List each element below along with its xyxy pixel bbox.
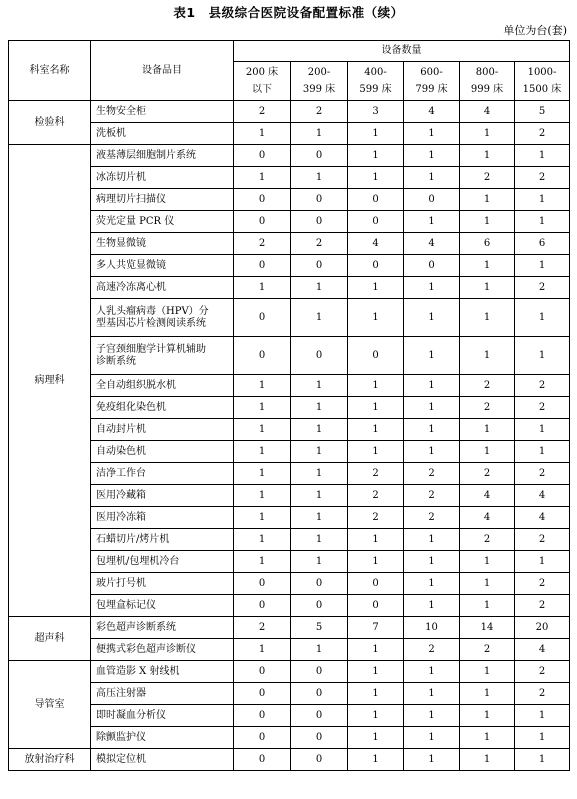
quantity-cell: 5	[515, 101, 570, 123]
quantity-cell: 1	[404, 123, 460, 145]
quantity-cell: 0	[234, 189, 291, 211]
quantity-cell: 10	[404, 617, 460, 639]
table-row	[9, 485, 570, 507]
quantity-cell: 0	[291, 573, 348, 595]
quantity-cell: 1	[515, 419, 570, 441]
quantity-cell: 1	[460, 661, 515, 683]
equipment-cell: 包埋盒标记仪	[91, 595, 234, 617]
header-beds	[348, 62, 404, 101]
quantity-cell: 4	[515, 507, 570, 529]
quantity-cell: 0	[348, 211, 404, 233]
quantity-cell: 2	[234, 101, 291, 123]
header-beds-line: 399 床	[302, 84, 336, 95]
quantity-cell: 1	[348, 441, 404, 463]
quantity-cell: 1	[460, 419, 515, 441]
quantity-cell: 2	[460, 639, 515, 661]
quantity-cell: 0	[291, 705, 348, 727]
quantity-cell: 0	[234, 705, 291, 727]
quantity-cell: 1	[404, 749, 460, 771]
quantity-cell: 1	[291, 485, 348, 507]
quantity-cell: 1	[234, 529, 291, 551]
table-row	[9, 337, 570, 375]
quantity-cell: 1	[291, 551, 348, 573]
equipment-cell: 医用冷藏箱	[91, 485, 234, 507]
quantity-cell: 1	[348, 419, 404, 441]
equipment-cell: 洗板机	[91, 123, 234, 145]
quantity-cell: 1	[348, 661, 404, 683]
quantity-cell: 2	[515, 573, 570, 595]
quantity-cell: 1	[291, 507, 348, 529]
equipment-cell: 玻片打号机	[91, 573, 234, 595]
quantity-cell: 1	[348, 727, 404, 749]
table-row	[9, 189, 570, 211]
table-row	[9, 551, 570, 573]
quantity-cell: 2	[515, 397, 570, 419]
quantity-cell: 1	[234, 551, 291, 573]
equipment-cell: 液基薄层细胞制片系统	[91, 145, 234, 167]
table-row	[9, 529, 570, 551]
quantity-cell: 4	[404, 233, 460, 255]
quantity-cell: 4	[404, 101, 460, 123]
equipment-cell: 荧光定量 PCR 仪	[91, 211, 234, 233]
quantity-cell: 1	[460, 337, 515, 375]
quantity-cell: 1	[460, 211, 515, 233]
quantity-cell: 1	[515, 749, 570, 771]
quantity-cell: 0	[234, 727, 291, 749]
quantity-cell: 1	[460, 551, 515, 573]
table-row	[9, 639, 570, 661]
table-row	[9, 463, 570, 485]
table-row	[9, 145, 570, 167]
quantity-cell: 0	[234, 255, 291, 277]
quantity-cell: 0	[291, 145, 348, 167]
table-row	[9, 419, 570, 441]
header-beds	[291, 62, 348, 101]
quantity-cell: 2	[460, 397, 515, 419]
quantity-cell: 1	[404, 661, 460, 683]
table-row	[9, 661, 570, 683]
quantity-cell: 1	[515, 727, 570, 749]
quantity-cell: 1	[460, 255, 515, 277]
quantity-cell: 2	[515, 123, 570, 145]
equipment-cell	[91, 299, 234, 337]
quantity-cell: 1	[460, 145, 515, 167]
quantity-cell: 2	[348, 463, 404, 485]
quantity-cell: 2	[348, 485, 404, 507]
quantity-cell: 1	[515, 255, 570, 277]
quantity-cell: 2	[460, 375, 515, 397]
quantity-cell: 0	[234, 145, 291, 167]
quantity-cell: 0	[291, 749, 348, 771]
quantity-cell: 4	[460, 485, 515, 507]
quantity-cell: 1	[291, 123, 348, 145]
header-beds	[234, 62, 291, 101]
quantity-cell: 2	[515, 463, 570, 485]
quantity-cell: 1	[291, 397, 348, 419]
header-beds-line: 599 床	[359, 84, 392, 95]
quantity-cell: 0	[291, 211, 348, 233]
quantity-cell: 1	[515, 145, 570, 167]
equipment-cell: 自动染色机	[91, 441, 234, 463]
header-beds-line: 1000-	[527, 67, 557, 78]
quantity-cell: 1	[348, 397, 404, 419]
quantity-cell: 0	[234, 337, 291, 375]
quantity-cell: 1	[234, 375, 291, 397]
quantity-cell: 4	[460, 101, 515, 123]
quantity-cell: 1	[404, 145, 460, 167]
header-beds-line: 400-	[364, 67, 387, 78]
quantity-cell: 1	[234, 463, 291, 485]
quantity-cell: 1	[460, 749, 515, 771]
equipment-cell: 免疫组化染色机	[91, 397, 234, 419]
quantity-cell: 2	[234, 233, 291, 255]
header-beds-line: 1500 床	[522, 84, 562, 95]
quantity-cell: 1	[515, 705, 570, 727]
table-row	[9, 233, 570, 255]
quantity-cell: 1	[348, 749, 404, 771]
equipment-cell: 模拟定位机	[91, 749, 234, 771]
quantity-cell: 7	[348, 617, 404, 639]
quantity-cell: 1	[460, 189, 515, 211]
quantity-cell: 1	[348, 123, 404, 145]
quantity-cell: 0	[234, 683, 291, 705]
header-beds-line: 200 床	[245, 67, 279, 78]
table-title: 表1 县级综合医院设备配置标准（续）	[173, 5, 404, 20]
quantity-cell: 1	[348, 145, 404, 167]
quantity-cell: 0	[348, 189, 404, 211]
equipment-cell: 洁净工作台	[91, 463, 234, 485]
quantity-cell: 1	[348, 705, 404, 727]
quantity-cell: 1	[348, 375, 404, 397]
equipment-cell: 彩色超声诊断系统	[91, 617, 234, 639]
quantity-cell: 1	[404, 595, 460, 617]
equipment-line: 型基因芯片检测阅读系统	[96, 317, 206, 329]
table-row	[9, 573, 570, 595]
equipment-line: 子宫颈细胞学计算机辅助	[96, 343, 206, 355]
quantity-cell: 1	[291, 639, 348, 661]
department-cell: 检验科	[9, 101, 91, 145]
header-beds-line: 800-	[475, 67, 499, 78]
quantity-cell: 1	[404, 573, 460, 595]
quantity-cell: 1	[515, 337, 570, 375]
table-row	[9, 727, 570, 749]
table-row	[9, 617, 570, 639]
quantity-cell: 0	[291, 255, 348, 277]
quantity-cell: 1	[460, 573, 515, 595]
quantity-cell: 6	[515, 233, 570, 255]
equipment-cell: 生物安全柜	[91, 101, 234, 123]
quantity-cell: 1	[404, 299, 460, 337]
equipment-cell: 全自动组织脱水机	[91, 375, 234, 397]
quantity-cell: 1	[460, 441, 515, 463]
quantity-cell: 1	[404, 397, 460, 419]
quantity-cell: 2	[515, 375, 570, 397]
quantity-cell: 1	[291, 463, 348, 485]
table-row	[9, 123, 570, 145]
table-row	[9, 167, 570, 189]
equipment-cell: 石蜡切片/烤片机	[91, 529, 234, 551]
quantity-cell: 4	[460, 507, 515, 529]
quantity-cell: 2	[404, 639, 460, 661]
quantity-cell: 2	[515, 683, 570, 705]
quantity-cell: 1	[515, 441, 570, 463]
header-item: 设备品目	[91, 41, 234, 101]
quantity-cell: 5	[291, 617, 348, 639]
quantity-cell: 1	[234, 277, 291, 299]
equipment-cell	[91, 337, 234, 375]
quantity-cell: 2	[515, 167, 570, 189]
department-cell: 超声科	[9, 617, 91, 661]
quantity-cell: 2	[515, 277, 570, 299]
quantity-cell: 1	[348, 277, 404, 299]
table-row	[9, 255, 570, 277]
quantity-cell: 1	[404, 551, 460, 573]
quantity-cell: 1	[291, 277, 348, 299]
quantity-cell: 2	[460, 529, 515, 551]
quantity-cell: 2	[404, 507, 460, 529]
quantity-cell: 1	[234, 123, 291, 145]
quantity-cell: 1	[291, 441, 348, 463]
quantity-cell: 2	[404, 463, 460, 485]
quantity-cell: 1	[234, 167, 291, 189]
quantity-cell: 1	[234, 485, 291, 507]
quantity-cell: 0	[291, 661, 348, 683]
quantity-cell: 4	[348, 233, 404, 255]
quantity-cell: 1	[404, 705, 460, 727]
quantity-cell: 2	[291, 233, 348, 255]
table-row	[9, 595, 570, 617]
quantity-cell: 2	[234, 617, 291, 639]
equipment-cell: 冰冻切片机	[91, 167, 234, 189]
quantity-cell: 0	[291, 189, 348, 211]
equipment-table	[8, 40, 570, 771]
equipment-cell: 便携式彩色超声诊断仪	[91, 639, 234, 661]
quantity-cell: 1	[291, 375, 348, 397]
table-row	[9, 749, 570, 771]
quantity-cell: 1	[234, 419, 291, 441]
quantity-cell: 1	[234, 639, 291, 661]
quantity-cell: 0	[234, 595, 291, 617]
quantity-cell: 1	[404, 337, 460, 375]
table-row	[9, 507, 570, 529]
quantity-cell: 2	[460, 463, 515, 485]
quantity-cell: 1	[460, 683, 515, 705]
table-row	[9, 441, 570, 463]
quantity-cell: 2	[348, 507, 404, 529]
equipment-cell: 病理切片扫描仪	[91, 189, 234, 211]
quantity-cell: 4	[515, 639, 570, 661]
table-row	[9, 683, 570, 705]
equipment-cell: 高速冷冻离心机	[91, 277, 234, 299]
quantity-cell: 0	[234, 661, 291, 683]
quantity-cell: 1	[234, 397, 291, 419]
quantity-cell: 0	[291, 683, 348, 705]
equipment-cell: 多人共览显微镜	[91, 255, 234, 277]
quantity-cell: 0	[348, 337, 404, 375]
equipment-cell: 生物显微镜	[91, 233, 234, 255]
equipment-cell: 包埋机/包埋机冷台	[91, 551, 234, 573]
header-beds-line: 600-	[420, 67, 443, 78]
quantity-cell: 1	[348, 683, 404, 705]
quantity-cell: 14	[460, 617, 515, 639]
quantity-cell: 1	[348, 167, 404, 189]
table-row	[9, 101, 570, 123]
equipment-cell: 高压注射器	[91, 683, 234, 705]
equipment-line: 人乳头瘤病毒（HPV）分	[96, 305, 209, 317]
quantity-cell: 1	[348, 299, 404, 337]
quantity-cell: 0	[404, 255, 460, 277]
header-dept: 科室名称	[9, 41, 91, 101]
quantity-cell: 1	[404, 441, 460, 463]
header-beds-line: 799 床	[415, 84, 448, 95]
quantity-cell: 1	[515, 189, 570, 211]
quantity-cell: 1	[515, 211, 570, 233]
quantity-cell: 2	[515, 595, 570, 617]
quantity-cell: 1	[460, 299, 515, 337]
quantity-cell: 1	[348, 551, 404, 573]
equipment-cell: 自动封片机	[91, 419, 234, 441]
quantity-cell: 0	[234, 749, 291, 771]
quantity-cell: 1	[234, 507, 291, 529]
table-row	[9, 397, 570, 419]
header-beds-line: 200-	[307, 67, 331, 78]
quantity-cell: 1	[234, 441, 291, 463]
quantity-cell: 1	[291, 529, 348, 551]
unit-note: 单位为台(套)	[503, 24, 567, 37]
quantity-cell: 1	[460, 595, 515, 617]
quantity-cell: 1	[404, 211, 460, 233]
quantity-cell: 0	[291, 337, 348, 375]
quantity-cell: 1	[291, 167, 348, 189]
quantity-cell: 1	[460, 705, 515, 727]
quantity-cell: 4	[515, 485, 570, 507]
quantity-cell: 1	[515, 551, 570, 573]
quantity-cell: 1	[404, 419, 460, 441]
header-beds-line: 999 床	[470, 84, 504, 95]
quantity-cell: 2	[404, 485, 460, 507]
header-beds	[515, 62, 570, 101]
equipment-line: 诊断系统	[96, 355, 136, 367]
equipment-cell: 医用冷冻箱	[91, 507, 234, 529]
quantity-cell: 1	[404, 529, 460, 551]
quantity-cell: 1	[291, 419, 348, 441]
header-beds	[404, 62, 460, 101]
quantity-cell: 2	[460, 167, 515, 189]
quantity-cell: 1	[404, 683, 460, 705]
quantity-cell: 1	[404, 277, 460, 299]
table-row	[9, 375, 570, 397]
quantity-cell: 3	[348, 101, 404, 123]
header-beds-line: 以下	[252, 84, 272, 95]
quantity-cell: 1	[291, 299, 348, 337]
equipment-cell: 血管造影 X 射线机	[91, 661, 234, 683]
quantity-cell: 0	[404, 189, 460, 211]
department-cell: 导管室	[9, 661, 91, 749]
quantity-cell: 0	[348, 595, 404, 617]
quantity-cell: 0	[234, 299, 291, 337]
header-beds	[460, 62, 515, 101]
quantity-cell: 1	[348, 639, 404, 661]
equipment-cell: 即时凝血分析仪	[91, 705, 234, 727]
table-row	[9, 299, 570, 337]
quantity-cell: 1	[460, 277, 515, 299]
quantity-cell: 1	[460, 727, 515, 749]
table-row	[9, 211, 570, 233]
quantity-cell: 2	[291, 101, 348, 123]
quantity-cell: 1	[404, 167, 460, 189]
quantity-cell: 1	[348, 529, 404, 551]
table-row	[9, 277, 570, 299]
table-row	[9, 705, 570, 727]
quantity-cell: 1	[460, 123, 515, 145]
quantity-cell: 1	[404, 375, 460, 397]
quantity-cell: 0	[234, 211, 291, 233]
header-qty: 设备数量	[234, 41, 570, 62]
quantity-cell: 2	[515, 529, 570, 551]
equipment-cell: 除颤监护仪	[91, 727, 234, 749]
department-cell: 放射治疗科	[9, 749, 91, 771]
department-cell: 病理科	[9, 145, 91, 617]
quantity-cell: 0	[348, 255, 404, 277]
quantity-cell: 1	[404, 727, 460, 749]
quantity-cell: 6	[460, 233, 515, 255]
quantity-cell: 1	[515, 299, 570, 337]
quantity-cell: 0	[348, 573, 404, 595]
quantity-cell: 0	[234, 573, 291, 595]
quantity-cell: 0	[291, 727, 348, 749]
quantity-cell: 20	[515, 617, 570, 639]
quantity-cell: 2	[515, 661, 570, 683]
quantity-cell: 0	[291, 595, 348, 617]
